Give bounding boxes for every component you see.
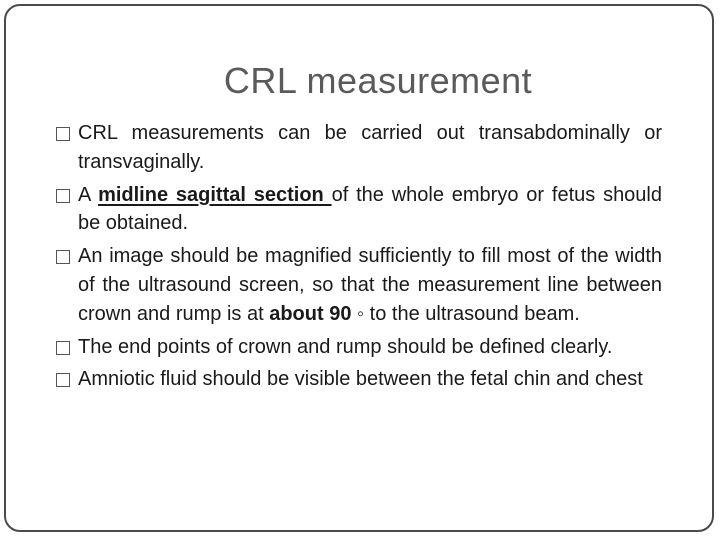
bullet-text-segment: of the whole embryo or fetus should be obtained. <box>78 183 662 235</box>
checkbox-bullet-icon <box>56 341 70 355</box>
bullet-item <box>78 333 662 362</box>
checkbox-bullet-icon <box>56 127 70 141</box>
bullet-item <box>78 365 662 394</box>
bullet-text-segment: CRL measurements can be carried out transabdominally or transvaginally. <box>78 122 662 173</box>
bullet-text <box>78 119 662 177</box>
slide-title: CRL measurement <box>223 60 533 101</box>
bullet-text <box>78 365 662 394</box>
bullet-item <box>78 181 662 239</box>
bullet-text <box>78 333 662 362</box>
bullet-text-segment: The end points of crown and rump should be defined clearly. <box>78 335 613 358</box>
bullet-text-segment: A <box>78 183 99 206</box>
bullet-text <box>78 242 662 328</box>
bullet-item <box>78 119 662 177</box>
bullet-text-segment: ◦ to the ultrasound beam. <box>351 302 580 325</box>
checkbox-bullet-icon <box>56 250 70 264</box>
emphasis-text: about 90 <box>269 302 352 325</box>
checkbox-bullet-icon <box>56 189 70 203</box>
bullet-list <box>78 119 662 394</box>
bullet-text-segment: Amniotic fluid should be visible between the fetal chin and chest <box>78 368 643 391</box>
checkbox-bullet-icon <box>56 373 70 387</box>
bullet-text <box>78 181 662 239</box>
bullet-text-segment: An image should be magnified sufficiently to fill most of the width of the ultrasound screen, so that the measurement line between crown and rump is at <box>78 245 662 325</box>
emphasis-text: midline sagittal section <box>98 183 332 206</box>
bullet-item <box>78 242 662 328</box>
